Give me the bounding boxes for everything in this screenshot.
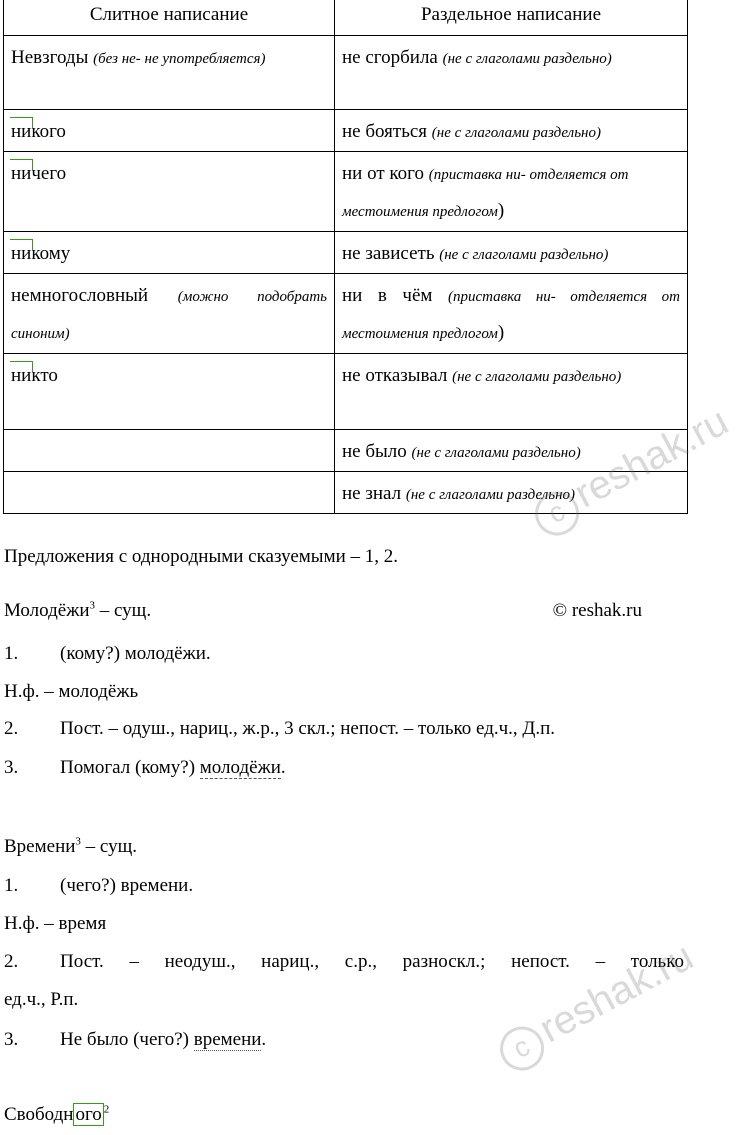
word: не бояться bbox=[342, 121, 428, 142]
note: (не с глаголами раздельно) bbox=[452, 369, 622, 385]
watermark-text: reshak.ru bbox=[567, 399, 736, 517]
cell-right bbox=[335, 354, 688, 430]
table-row bbox=[4, 152, 688, 232]
cell-left bbox=[4, 110, 335, 152]
table-row bbox=[4, 354, 688, 430]
word3-title bbox=[4, 1104, 109, 1126]
item-number: 3. bbox=[4, 757, 19, 778]
cell-left bbox=[4, 430, 335, 472]
table-row bbox=[4, 36, 688, 110]
word1-sup: 3 bbox=[89, 599, 95, 612]
watermark-text: reshak.ru bbox=[532, 934, 701, 1052]
item-text: . bbox=[261, 1029, 267, 1050]
prefix-mark-icon bbox=[10, 117, 33, 128]
spelling-table bbox=[3, 0, 688, 514]
cell-left bbox=[4, 152, 335, 232]
note: (не с глаголами раздельно) bbox=[405, 487, 576, 503]
copyright-circle-icon: c bbox=[527, 484, 587, 544]
item-text: Пост. – неодуш., нариц., с.р., разноскл.; непост. – только bbox=[60, 951, 684, 972]
word2-title-text: Времени bbox=[4, 836, 76, 857]
note: (можно подобрать синоним) bbox=[11, 289, 327, 342]
cell-right bbox=[335, 274, 688, 354]
word: не отказывал bbox=[342, 365, 448, 386]
word: никто bbox=[11, 365, 58, 386]
item-number: 1. bbox=[4, 643, 19, 664]
paren: ) bbox=[497, 322, 505, 343]
word2-sup: 3 bbox=[75, 835, 81, 848]
word2-pos: – сущ. bbox=[80, 836, 137, 857]
item-text: Н.ф. – молодёжь bbox=[4, 681, 139, 702]
cell-left bbox=[4, 274, 335, 354]
item-number: 1. bbox=[4, 875, 19, 896]
sentences-line: Предложения с однородными сказуемыми – 1, 2. bbox=[4, 546, 399, 567]
note: (не с глаголами раздельно) bbox=[442, 51, 612, 67]
cell-left bbox=[4, 232, 335, 274]
table-row bbox=[4, 232, 688, 274]
list-item bbox=[4, 875, 193, 897]
table-header-row bbox=[4, 0, 688, 36]
copyright-label: © reshak.ru bbox=[552, 600, 642, 621]
word: немногословный bbox=[11, 285, 149, 306]
cell-left bbox=[4, 472, 335, 514]
paren: ) bbox=[497, 200, 505, 221]
word1-title-text: Молодёжи bbox=[4, 600, 90, 621]
object-underlined: молодёжи bbox=[199, 757, 281, 778]
cell-right bbox=[335, 152, 688, 232]
item-text: (чего?) времени. bbox=[60, 875, 194, 896]
note: (приставка ни- отделяется от местоимения предлогом bbox=[342, 167, 629, 220]
word: ничего bbox=[11, 163, 67, 184]
list-item bbox=[4, 643, 211, 665]
header-separate: Раздельное написание bbox=[335, 0, 688, 36]
item-text: Н.ф. – время bbox=[4, 913, 107, 934]
item-text: Пост. – одуш., нариц., ж.р., 3 скл.; непост. – только ед.ч., Д.п. bbox=[60, 718, 556, 739]
word3-root: Свободн bbox=[4, 1104, 74, 1125]
list-item bbox=[4, 1029, 266, 1051]
prefix-mark-icon bbox=[10, 361, 33, 372]
note: (без не- не употребляется) bbox=[93, 51, 266, 67]
ending-box: ого bbox=[75, 1104, 102, 1125]
word: никого bbox=[11, 121, 66, 142]
word: не было bbox=[342, 441, 407, 462]
table-row bbox=[4, 274, 688, 354]
cell-left bbox=[4, 36, 335, 110]
item-number: 3. bbox=[4, 1029, 19, 1050]
item-text: Не было (чего?) bbox=[60, 1029, 194, 1050]
item-number: 2. bbox=[4, 951, 19, 972]
word: ни в чём bbox=[342, 285, 433, 306]
note: (не с глаголами раздельно) bbox=[431, 125, 601, 141]
item-text: (кому?) молодёжи. bbox=[60, 643, 211, 664]
cell-right bbox=[335, 110, 688, 152]
copyright-circle-icon: c bbox=[492, 1019, 552, 1079]
note: (не с глаголами раздельно) bbox=[411, 445, 581, 461]
prefix-mark-icon bbox=[10, 239, 33, 250]
note: (приставка ни- отделяется от местоимения предлогом bbox=[342, 289, 680, 342]
word2-title bbox=[4, 836, 137, 858]
list-item bbox=[4, 951, 684, 973]
table-row bbox=[4, 110, 688, 152]
item-number: 2. bbox=[4, 718, 19, 739]
word: не знал bbox=[342, 483, 402, 504]
note: (не с глаголами раздельно) bbox=[439, 247, 609, 263]
header-joined: Слитное написание bbox=[4, 0, 335, 36]
prefix-mark-icon bbox=[10, 159, 33, 170]
word: Невзгоды bbox=[11, 47, 89, 68]
item-text: Помогал (кому?) bbox=[60, 757, 200, 778]
item-text: . bbox=[280, 757, 286, 778]
cell-right bbox=[335, 36, 688, 110]
list-item bbox=[4, 681, 138, 703]
word3-sup: 2 bbox=[103, 1103, 110, 1116]
table-row bbox=[4, 430, 688, 472]
word1-title bbox=[4, 600, 151, 622]
object-underlined: времени bbox=[193, 1029, 262, 1050]
word: ни от кого bbox=[342, 163, 424, 184]
word1-pos: – сущ. bbox=[95, 600, 152, 621]
list-item bbox=[4, 757, 286, 779]
list-item-continuation: ед.ч., Р.п. bbox=[4, 989, 79, 1010]
word: не зависеть bbox=[342, 243, 435, 264]
cell-right bbox=[335, 232, 688, 274]
list-item bbox=[4, 718, 555, 740]
list-item bbox=[4, 913, 106, 935]
cell-left bbox=[4, 354, 335, 430]
word: никому bbox=[11, 243, 71, 264]
word: не сгорбила bbox=[342, 47, 438, 68]
